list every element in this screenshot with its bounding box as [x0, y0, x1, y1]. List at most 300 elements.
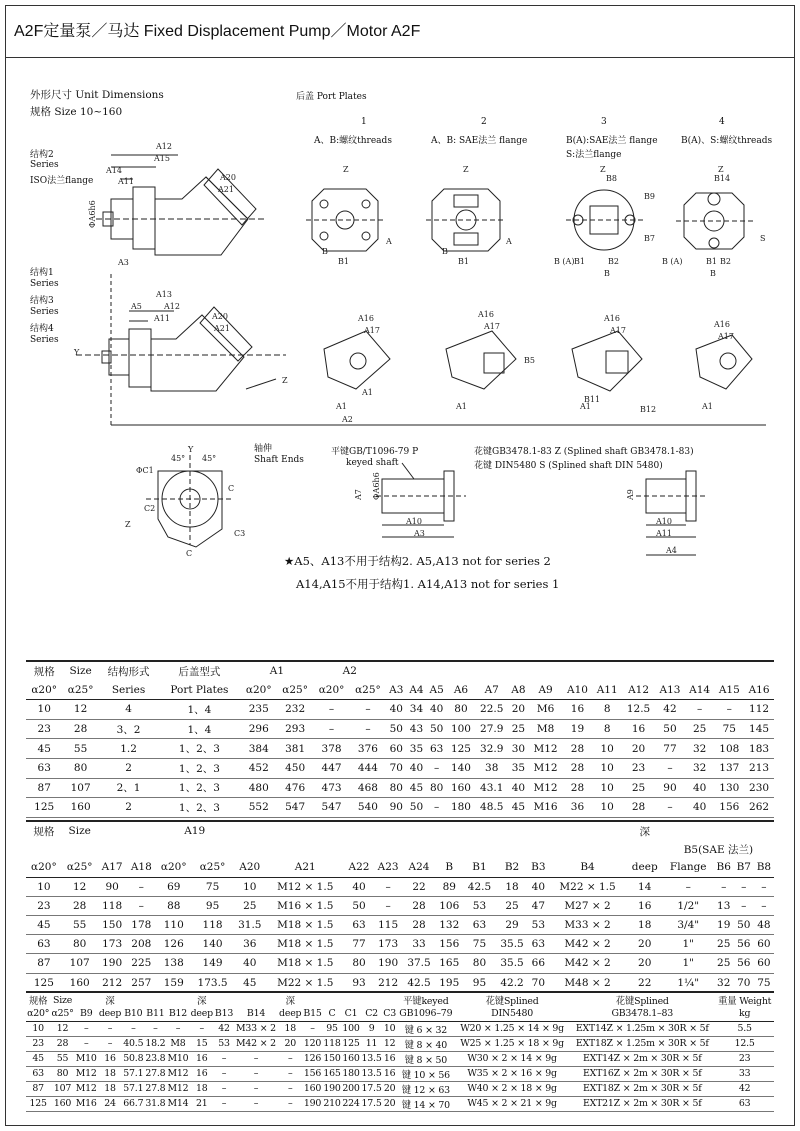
svg-text:A16: A16	[604, 314, 620, 323]
table-cell: 23	[622, 758, 655, 778]
table-row	[26, 1066, 774, 1081]
table-cell: M42 × 2	[548, 954, 626, 973]
table-cell: 45	[26, 1051, 50, 1066]
svg-text:A11: A11	[154, 314, 170, 323]
table-cell: W20 × 1.25 × 14 × 9g	[455, 1021, 569, 1036]
table2-col-header: B2	[496, 858, 529, 877]
table-cell: 50	[427, 719, 447, 739]
svg-text:A16: A16	[358, 314, 374, 323]
svg-text:A11: A11	[656, 529, 672, 538]
table-cell: 4	[99, 700, 159, 720]
svg-text:A17: A17	[718, 332, 734, 341]
table-cell: 77	[655, 739, 685, 759]
table-cell: 450	[277, 758, 313, 778]
table-cell: M18 × 1.5	[266, 915, 344, 934]
table3-col-header: deep	[98, 1008, 122, 1020]
table1-header-row2	[26, 681, 774, 700]
table1-col-header: A12	[622, 681, 655, 700]
table-cell: 210	[323, 1098, 341, 1109]
table-cell: –	[655, 798, 685, 818]
table-cell: 22	[403, 877, 436, 896]
svg-text:B (A): B (A)	[662, 257, 683, 266]
table-cell: –	[234, 1081, 278, 1096]
table-cell: 70	[734, 973, 754, 992]
table-cell: M42 × 2	[236, 1038, 276, 1049]
table-cell: 125	[26, 798, 62, 818]
table1-col-header: A5	[427, 681, 447, 700]
table-cell: M8	[166, 1036, 189, 1051]
table-cell: EXT18Z × 2m × 30R × 5f	[569, 1081, 715, 1096]
table1-header-cell: A1	[241, 661, 314, 681]
table-cell: 23	[26, 719, 62, 739]
table-cell: 70	[386, 758, 406, 778]
table1-col-header: A3	[386, 681, 406, 700]
table1-col-header: A11	[592, 681, 622, 700]
table-cell: 36	[234, 935, 267, 954]
table-cell: 145	[744, 719, 774, 739]
table-cell: 56	[734, 935, 754, 954]
table1-header-cell: 规格	[26, 661, 62, 681]
table-row	[26, 954, 774, 973]
table3-col-header: GB1096–79	[397, 1007, 455, 1021]
table-cell: EXT14Z × 2m × 30R × 5f	[569, 1051, 715, 1066]
svg-text:A: A	[506, 237, 512, 246]
table-cell: 50	[734, 915, 754, 934]
table-row	[26, 973, 774, 992]
table-cell: 43	[406, 719, 426, 739]
table-cell: –	[278, 1096, 303, 1111]
table-cell: 13.5	[361, 1053, 382, 1064]
table-cell: 键 8 × 40	[397, 1036, 455, 1051]
table-cell: –	[278, 1066, 303, 1081]
table-row	[26, 719, 774, 739]
table-cell: 95	[192, 896, 234, 915]
svg-text:B1: B1	[338, 257, 349, 266]
table-cell: 20	[622, 739, 655, 759]
table-cell: –	[98, 1036, 123, 1051]
table-cell: 16	[189, 1051, 214, 1066]
table-cell: 235	[241, 700, 277, 720]
keyed-shaft-label-1: 平键GB/T1096-79 P	[331, 447, 419, 457]
table-cell: 20	[508, 700, 528, 720]
svg-text:A17: A17	[364, 326, 380, 335]
table-cell: 17.5	[361, 1098, 382, 1109]
table-cell: 8	[592, 719, 622, 739]
series2-label-2: Series	[30, 160, 59, 170]
table1-col-header: A15	[714, 681, 744, 700]
table-cell: –	[714, 877, 734, 896]
table-cell: 90	[386, 798, 406, 818]
table-cell: 156	[435, 935, 463, 954]
table-cell: 178	[127, 915, 156, 934]
table-cell: 180	[342, 1068, 360, 1079]
table3-col-header: B14	[234, 1007, 278, 1021]
table-cell: 444	[350, 758, 386, 778]
table-cell: –	[350, 719, 386, 739]
table3-col-header: B9	[75, 1007, 98, 1021]
table3-header-cell: Size	[50, 992, 74, 1007]
table-cell: 18.2	[145, 1038, 166, 1049]
table-cell: 53	[463, 896, 496, 915]
table-cell: 88	[156, 896, 192, 915]
table-cell: 293	[277, 719, 313, 739]
table-cell: 12	[62, 700, 98, 720]
table-cell: 40	[685, 778, 715, 798]
table2-col-header: A24	[403, 858, 436, 877]
table-cell: –	[278, 1051, 303, 1066]
table1-col-header: A16	[744, 681, 774, 700]
dimension-drawing	[6, 59, 794, 649]
flange-front-view	[146, 455, 234, 547]
table-row	[26, 798, 774, 818]
table2-col-header: B3	[528, 858, 548, 877]
series-note-1: ★A5、A13不用于结构2. A5,A13 not for series 2	[284, 554, 551, 568]
table-cell: M12	[167, 1068, 189, 1079]
table-cell: 27.8	[145, 1083, 166, 1094]
table-cell: 40	[528, 877, 548, 896]
table3-header-cell: 深	[98, 992, 123, 1007]
table-cell: 15	[189, 1036, 214, 1051]
svg-text:A1: A1	[362, 388, 373, 397]
table3-col-header: GB3478.1–83	[569, 1007, 715, 1021]
svg-text:B2: B2	[720, 257, 731, 266]
table1-col-header: Series	[99, 681, 159, 700]
table-cell: 552	[241, 798, 277, 818]
table-cell: 60	[754, 954, 774, 973]
table-cell: 118	[98, 896, 127, 915]
table-cell: 13.5	[361, 1068, 382, 1079]
table1-header-cell: Size	[62, 661, 98, 681]
table-cell: 159	[156, 973, 192, 992]
svg-text:A12: A12	[156, 142, 172, 151]
table-cell: EXT14Z × 1.25m × 30R × 5f	[569, 1021, 715, 1036]
table-cell: –	[663, 877, 714, 896]
table2-col-header: B1	[463, 858, 496, 877]
table-cell: 173	[98, 935, 127, 954]
table-cell: 107	[62, 778, 98, 798]
table-cell: 45	[26, 739, 62, 759]
table-cell: 212	[98, 973, 127, 992]
table-cell: –	[98, 1021, 123, 1036]
table2-body	[26, 877, 774, 992]
table-cell: 126	[156, 935, 192, 954]
table2-col-header: B4	[548, 858, 626, 877]
table-cell: 384	[241, 739, 277, 759]
table-cell: 20	[627, 935, 663, 954]
svg-text:B9: B9	[644, 192, 655, 201]
series134-label-5: 结构4	[30, 324, 54, 334]
table-cell: 42	[655, 700, 685, 720]
table-cell: M42 × 2	[548, 935, 626, 954]
svg-text:B7: B7	[644, 234, 655, 243]
svg-text:A16: A16	[714, 320, 730, 329]
table-cell: 547	[277, 798, 313, 818]
table-cell: 28	[62, 896, 98, 915]
svg-text:A14: A14	[106, 166, 122, 175]
table-cell: 19	[563, 719, 593, 739]
table-cell: 213	[744, 758, 774, 778]
table-cell: 156	[714, 798, 744, 818]
port-plate-2	[426, 189, 506, 251]
table-cell: 165	[435, 954, 463, 973]
svg-text:B14: B14	[714, 174, 731, 183]
table-cell: 149	[192, 954, 234, 973]
table-cell: 296	[241, 719, 277, 739]
svg-text:A3: A3	[414, 529, 425, 538]
table-cell: 32.9	[475, 739, 508, 759]
table3-col-header: kg	[715, 1007, 774, 1021]
table-cell: 63	[26, 758, 62, 778]
svg-text:B1: B1	[574, 257, 585, 266]
svg-text:B5: B5	[524, 356, 535, 365]
plate-number-2: 2	[481, 117, 487, 127]
table-cell: 28	[403, 896, 436, 915]
table-cell: 50	[655, 719, 685, 739]
plate-caption-3: B(A):SAE法兰 flange	[566, 136, 658, 146]
table-cell: 57.1	[123, 1068, 144, 1079]
table-cell: W40 × 2 × 18 × 9g	[455, 1081, 569, 1096]
table-cell: 115	[374, 915, 403, 934]
table-cell: M6	[528, 700, 562, 720]
table-cell: M16 × 1.5	[266, 896, 344, 915]
table-cell: 45	[234, 973, 267, 992]
table-cell: 225	[127, 954, 156, 973]
svg-text:A15: A15	[154, 154, 170, 163]
table-cell: 36	[563, 798, 593, 818]
table-cell: –	[278, 1081, 303, 1096]
table-cell: 10	[592, 758, 622, 778]
table-cell: 1、4	[158, 700, 240, 720]
table-cell: 452	[241, 758, 277, 778]
svg-text:A21: A21	[214, 324, 230, 333]
table-cell: 23	[715, 1051, 774, 1066]
table1-col-header: A9	[528, 681, 562, 700]
table3-col-header: deep	[279, 1008, 302, 1020]
table-cell: 20	[383, 1098, 396, 1109]
table-cell: M12	[528, 758, 562, 778]
table3-header-row2	[26, 1007, 774, 1021]
port-plates-label: 后盖 Port Plates	[296, 92, 367, 102]
svg-text:ΦA6h6: ΦA6h6	[88, 200, 97, 228]
table-cell: 173	[374, 935, 403, 954]
table-cell: 24	[98, 1096, 123, 1111]
table-cell: M12	[528, 739, 562, 759]
unit-dimensions-label: 外形尺寸 Unit Dimensions	[30, 89, 164, 101]
table-cell: 57.1	[123, 1083, 144, 1094]
table-cell: 100	[447, 719, 475, 739]
table3-col-header: B11	[146, 1008, 165, 1020]
table-cell: 89	[435, 877, 463, 896]
svg-text:ΦC1: ΦC1	[136, 466, 154, 475]
table-cell: EXT18Z × 1.25m × 30R × 5f	[569, 1036, 715, 1051]
table3-header-cell: 深	[189, 992, 214, 1007]
table-cell: 93	[344, 973, 373, 992]
table-cell: 112	[744, 700, 774, 720]
table-cell: 1.2	[99, 739, 159, 759]
table-cell: 132	[435, 915, 463, 934]
svg-text:A7: A7	[354, 489, 363, 500]
table2-header-cell: A19	[156, 821, 234, 840]
table2-col-header: α25°	[62, 858, 98, 877]
table-cell: 107	[50, 1081, 74, 1096]
table-cell: 137	[714, 758, 744, 778]
table-cell: M18 × 1.5	[266, 935, 344, 954]
svg-text:A1: A1	[336, 402, 347, 411]
table-cell: 2	[99, 798, 159, 818]
table1-header-cell: A2	[313, 661, 386, 681]
table3-header-cell: 深	[278, 992, 303, 1007]
svg-text:S: S	[760, 234, 766, 243]
svg-text:A1: A1	[580, 402, 591, 411]
table-cell: 20	[278, 1036, 303, 1051]
series2-label-3: ISO法兰flange	[30, 176, 94, 186]
table-cell: 16	[383, 1068, 396, 1079]
table-cell: 3、2	[99, 719, 159, 739]
table-cell: 10	[26, 1021, 50, 1036]
table-cell: 50.8	[123, 1053, 144, 1064]
table3-header-cell: 规格	[26, 992, 50, 1007]
table-cell: 125	[342, 1038, 360, 1049]
table-cell: 108	[714, 739, 744, 759]
table2-col-header: A17	[98, 858, 127, 877]
table1-col-header: A8	[508, 681, 528, 700]
table-cell: 42.2	[496, 973, 529, 992]
table1-body	[26, 700, 774, 818]
table-cell: 25	[714, 935, 734, 954]
svg-text:B: B	[604, 269, 610, 278]
table-cell: 12.5	[715, 1036, 774, 1051]
table-cell: 476	[277, 778, 313, 798]
svg-text:B (A): B (A)	[554, 257, 575, 266]
svg-text:B11: B11	[584, 395, 601, 404]
table-cell: 63	[26, 1066, 50, 1081]
table1-col-header: A6	[447, 681, 475, 700]
table-cell: 45	[26, 915, 62, 934]
port-plate-3	[566, 190, 646, 250]
table2-col-header: A21	[266, 858, 344, 877]
table1-col-header: A13	[655, 681, 685, 700]
table-cell: –	[754, 877, 774, 896]
table-cell: 28	[563, 778, 593, 798]
table-cell: 107	[62, 954, 98, 973]
table-cell: 12	[50, 1021, 74, 1036]
table-cell: 12	[383, 1038, 396, 1049]
series134-label-6: Series	[30, 335, 59, 345]
keyed-shaft-label-2: keyed shaft	[346, 458, 399, 468]
table3-body	[26, 1021, 774, 1111]
table3-header-row1	[26, 992, 774, 1007]
svg-text:A1: A1	[702, 402, 713, 411]
svg-text:45°: 45°	[202, 454, 217, 463]
svg-text:A11: A11	[118, 177, 134, 186]
table-cell: 10	[592, 739, 622, 759]
table-cell: 30	[508, 739, 528, 759]
table-cell: 42.5	[403, 973, 436, 992]
port-plate-1	[306, 189, 386, 251]
svg-text:A5: A5	[131, 302, 142, 311]
table-cell: 3/4"	[663, 915, 714, 934]
table-cell: 106	[435, 896, 463, 915]
table-cell: 173.5	[192, 973, 234, 992]
dimensions-table-1	[26, 660, 774, 818]
table-cell: 160	[447, 778, 475, 798]
dimensions-table-3	[26, 991, 774, 1112]
splined-shaft-drawing	[636, 471, 706, 555]
table-cell: 25	[622, 778, 655, 798]
table-cell: –	[75, 1036, 98, 1051]
svg-text:45°: 45°	[171, 454, 186, 463]
table-cell: 160	[62, 798, 98, 818]
table-cell: 35	[508, 758, 528, 778]
table-cell: 212	[374, 973, 403, 992]
motor-drawing-series2	[96, 155, 266, 427]
table-cell: 75	[463, 935, 496, 954]
table-cell: 80	[427, 778, 447, 798]
table-cell: 150	[98, 915, 127, 934]
svg-text:A17: A17	[610, 326, 626, 335]
table-cell: 27.8	[145, 1068, 166, 1079]
table-cell: M12	[167, 1083, 189, 1094]
svg-text:B8: B8	[606, 174, 617, 183]
table-cell: 160	[62, 973, 98, 992]
table-cell: –	[75, 1021, 98, 1036]
table-cell: M10	[167, 1053, 189, 1064]
table-cell: 45	[406, 778, 426, 798]
size-range-label: 规格 Size 10~160	[30, 106, 123, 118]
table-cell: 12.5	[622, 700, 655, 720]
table-cell: 18	[189, 1081, 214, 1096]
table-cell: 19	[714, 915, 734, 934]
table-cell: 40	[427, 700, 447, 720]
table-cell: 47	[528, 896, 548, 915]
table3-col-header: C1	[342, 1007, 361, 1021]
table-row	[26, 877, 774, 896]
table-cell: 23.8	[145, 1053, 166, 1064]
technical-drawing-svg	[6, 59, 794, 649]
table-row	[26, 1021, 774, 1036]
table-cell: 90	[655, 778, 685, 798]
table-cell: 257	[127, 973, 156, 992]
table-cell: 75	[714, 719, 744, 739]
table2-col-header: A22	[344, 858, 373, 877]
table3-col-header: B12	[166, 1007, 189, 1021]
table-cell: 547	[313, 798, 349, 818]
table-cell: 10	[234, 877, 267, 896]
plate-number-1: 1	[361, 117, 367, 127]
shaft-ends-label-en: Shaft Ends	[254, 455, 304, 465]
table-cell: –	[714, 700, 744, 720]
table-cell: 32	[685, 739, 715, 759]
svg-text:A20: A20	[212, 312, 228, 321]
table-cell: 18	[278, 1021, 303, 1036]
svg-text:ΦA6h6: ΦA6h6	[372, 472, 381, 500]
table-cell: –	[374, 896, 403, 915]
table-cell: 1、2、3	[158, 778, 240, 798]
table-cell: 22.5	[475, 700, 508, 720]
plate-number-4: 4	[719, 117, 725, 127]
table-cell: 63	[344, 915, 373, 934]
table-cell: 1"	[663, 954, 714, 973]
table-cell: 376	[350, 739, 386, 759]
table-cell: M14	[167, 1098, 189, 1109]
table-cell: 25	[496, 896, 529, 915]
svg-text:B1: B1	[458, 257, 469, 266]
table-cell: 40	[344, 877, 373, 896]
table-row	[26, 1051, 774, 1066]
table-cell: 160	[342, 1053, 360, 1064]
table-cell: 378	[313, 739, 349, 759]
table-cell: EXT21Z × 2m × 30R × 5f	[569, 1096, 715, 1111]
